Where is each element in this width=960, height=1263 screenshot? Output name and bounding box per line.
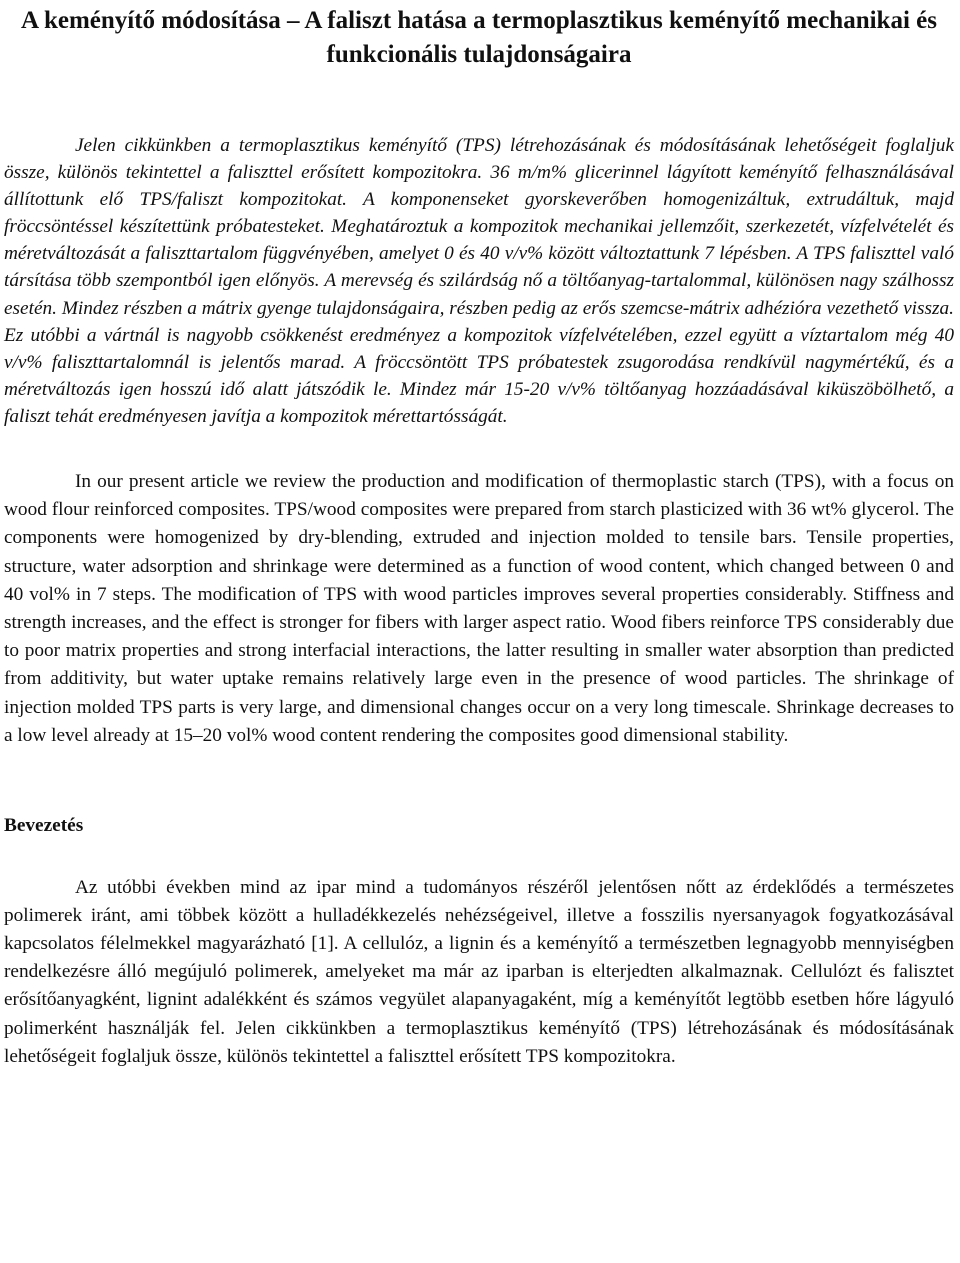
abstract-hungarian: Jelen cikkünkben a termoplasztikus keményítő (TPS) létrehozásának és módosításának lehetőségeit foglaljuk össze, különös tekintettel a faliszttel erősített kompozitokra. 36 m/m% glicerinnel lágyított keményítő felhasználásával állítottunk elő TPS/faliszt kompozitokat. A komponenseket gyorskeverőben homogenizáltuk, extrudáltuk, majd fröccsöntéssel készítettünk próbatesteket. Meghatároztuk a kompozitok mechanikai jellemzőit, szerkezetét, vízfelvételét és méretváltozását a faliszttartalom függvényében, amelyet 0 és 40 v/v% között változtattunk 7 lépésben. A TPS faliszttel való társítása több szempontból igen előnyös. A merevség és szilárdság nő a töltőanyag-tartalommal, különösen nagy szálhossz esetén. Mindez részben a mátrix gyenge tulajdonságaira, részben pedig az erős szemcse-mátrix adhézióra vezethető vissza. Ez utóbbi a vártnál is nagyobb csökkenést eredményez a kompozitok vízfelvételében, ezzel együtt a víztartalom még 40 v/v% faliszttartalomnál is jelentős marad. A fröccsöntött TPS próbatestek zsugorodása rendkívül nagymértékű, és a méretváltozás igen hosszú idő alatt játszódik le. Mindez már 15-20 v/v% töltőanyag hozzáadásával kiküszöbölhető, a faliszt tehát eredményesen javítja a kompozitok mérettartósságát. (4, 135, 954, 427)
abstract-english: In our present article we review the production and modification of thermoplastic starch (TPS), with a focus on wood flour reinforced composites. TPS/wood composites were prepared from starch plasticized with 36 wt% glycerol. The components were homogenized by dry-blending, extruded and injection molded to tensile bars. Tensile properties, structure, water adsorption and shrinkage were determined as a function of wood content, which changed between 0 and 40 vol% in 7 steps. The modification of TPS with wood particles improves several properties considerably. Stiffness and strength increases, and the effect is stronger for fibers with larger aspect ratio. Wood fibers reinforce TPS considerably due to poor matrix properties and strong interfacial interactions, the latter resulting in smaller water absorption than predicted from additivity, but water uptake remains relatively large even in the presence of wood particles. The shrinkage of injection molded TPS parts is very large, and dimensional changes occur on a very long timescale. Shrinkage decreases to a low level already at 15–20 vol% wood content rendering the composites good dimensional stability. (4, 471, 954, 746)
document-page (4, 0, 954, 1071)
section-heading-introduction: Bevezetés (4, 815, 84, 837)
paper-title: A keményítő módosítása – A faliszt hatása a termoplasztikus keményítő mechanikai és funkcionális tulajdonságaira (21, 7, 937, 68)
introduction-paragraph: Az utóbbi években mind az ipar mind a tudományos részéről jelentősen nőtt az érdeklődés a természetes polimerek iránt, ami többek között a hulladékkezelés nehézségeivel, illetve a fosszilis nyersanyagok fogyatkozásával kapcsolatos félelmekkel magyarázható [1]. A cellulóz, a lignin és a keményítő a természetben legnagyobb mennyiségben rendelkezésre álló megújuló polimerek, amelyeket ma már az iparban is elterjedten alkalmaznak. Cellulózt és falisztet erősítőanyagként, lignint adalékként és számos vegyület alapanyagaként, míg a keményítőt legtöbb esetben hőre lágyuló polimerként használják fel. Jelen cikkünkben a termoplasztikus keményítő (TPS) létrehozásának és módosításának lehetőségeit foglaljuk össze, különös tekintettel a faliszttel erősített TPS kompozitokra. (4, 877, 954, 1067)
